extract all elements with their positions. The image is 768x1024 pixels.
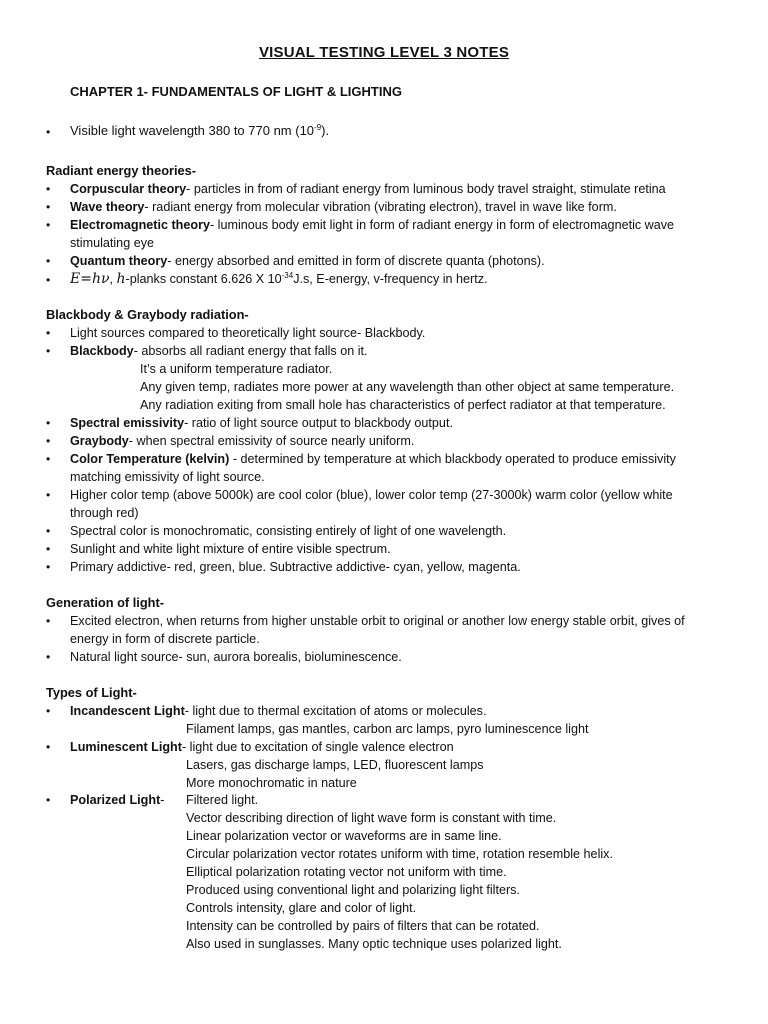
- definition: - luminous body emit light in form of radiant energy in form of electromagnetic wave: [209, 218, 675, 232]
- term: Color Temperature (kelvin): [70, 452, 230, 466]
- list-item: [70, 180, 730, 198]
- sub-item: Any given temp, radiates more power at any wavelength than other object at same temperature.: [140, 380, 675, 394]
- bullet-icon: •: [46, 560, 51, 574]
- sub-item: Elliptical polarization rotating vector not uniform with time.: [186, 865, 507, 879]
- list-item: [70, 414, 730, 432]
- bullet-icon: •: [46, 125, 51, 139]
- formula-text: -planks constant 6.626 X 10: [125, 272, 282, 286]
- sub-item: Produced using conventional light and polarizing light filters.: [186, 883, 520, 897]
- term: Wave theory: [70, 200, 145, 214]
- bullet-icon: •: [46, 542, 51, 556]
- formula-symbol: h: [116, 271, 126, 287]
- list-item: [70, 216, 730, 234]
- list-item: [70, 198, 730, 216]
- list-item: Primary addictive- red, green, blue. Subtractive addictive- cyan, yellow, magenta.: [70, 560, 521, 574]
- list-item: Sunlight and white light mixture of entire visible spectrum.: [70, 542, 391, 556]
- definition: - energy absorbed and emitted in form of discrete quanta (photons).: [167, 254, 545, 268]
- list-item: [70, 342, 730, 360]
- sub-item: Vector describing direction of light wave form is constant with time.: [186, 811, 557, 825]
- definition: - light due to thermal excitation of atoms or molecules.: [184, 704, 487, 718]
- chapter-heading: CHAPTER 1- FUNDAMENTALS OF LIGHT & LIGHTING: [70, 84, 402, 99]
- term-dash: -: [160, 793, 165, 807]
- bullet-icon: •: [46, 650, 51, 664]
- list-item: Natural light source- sun, aurora borealis, bioluminescence.: [70, 650, 402, 664]
- list-item-continuation: through red): [70, 506, 139, 520]
- sub-item: It’s a uniform temperature radiator.: [140, 362, 333, 376]
- types-heading: Types of Light-: [46, 685, 137, 700]
- sub-item: Also used in sunglasses. Many optic technique uses polarized light.: [186, 937, 562, 951]
- term: Corpuscular theory: [70, 182, 187, 196]
- list-item: [70, 252, 730, 270]
- list-item-continuation: energy in form of discrete particle.: [70, 632, 260, 646]
- term: Graybody: [70, 434, 129, 448]
- bullet-icon: •: [46, 273, 51, 287]
- term: Quantum theory: [70, 254, 168, 268]
- sub-item: Controls intensity, glare and color of light.: [186, 901, 417, 915]
- term: Incandescent Light: [70, 704, 185, 718]
- bullet-icon: •: [46, 344, 51, 358]
- bullet-icon: •: [46, 218, 51, 232]
- definition: - radiant energy from molecular vibration (vibrating electron), travel in wave like form.: [144, 200, 617, 214]
- definition: - ratio of light source output to blackbody output.: [184, 416, 453, 430]
- visible-light-tail: ).: [321, 123, 330, 138]
- list-item: Spectral color is monochromatic, consisting entirely of light of one wavelength.: [70, 524, 507, 538]
- definition: - when spectral emissivity of source nearly uniform.: [128, 434, 415, 448]
- bullet-icon: •: [46, 740, 51, 754]
- list-item-continuation: matching emissivity of light source.: [70, 470, 265, 484]
- bullet-icon: •: [46, 452, 51, 466]
- definition: - determined by temperature at which blackbody operated to produce emissivity: [229, 452, 676, 466]
- formula-line: E=hν, h-planks constant 6.626 X $10^{-34}J.s$, E-energy, v-frequency in hertz.: [70, 271, 488, 287]
- term: Blackbody: [70, 344, 134, 358]
- list-item: [70, 738, 730, 756]
- bullet-icon: •: [46, 254, 51, 268]
- term: Spectral emissivity: [70, 416, 185, 430]
- term: Electromagnetic theory: [70, 218, 210, 232]
- list-item: [70, 432, 730, 450]
- sub-item: Intensity can be controlled by pairs of filters that can be rotated.: [186, 919, 540, 933]
- definition: - particles in from of radiant energy from luminous body travel straight, stimulate retina: [186, 182, 666, 196]
- bullet-icon: •: [46, 182, 51, 196]
- formula-equation: E=hν: [70, 271, 110, 287]
- visible-light-exponent: -9: [314, 123, 322, 132]
- list-item: [70, 702, 730, 720]
- blackbody-heading: Blackbody & Graybody radiation-: [46, 307, 249, 322]
- sub-item: Circular polarization vector rotates uniform with time, rotation resemble helix.: [186, 847, 613, 861]
- sub-item: Filtered light.: [186, 793, 259, 807]
- bullet-icon: •: [46, 704, 51, 718]
- definition: - light due to excitation of single valence electron: [181, 740, 454, 754]
- sub-item: More monochromatic in nature: [186, 776, 357, 790]
- list-item: Higher color temp (above 5000k) are cool color (blue), lower color temp (27-3000k) warm color (yellow white: [70, 488, 673, 502]
- page-title: VISUAL TESTING LEVEL 3 NOTES: [258, 44, 510, 61]
- sub-item: Lasers, gas discharge lamps, LED, fluorescent lamps: [186, 758, 484, 772]
- sub-item: Any radiation exiting from small hole has characteristics of perfect radiator at that temperature.: [140, 398, 666, 412]
- bullet-icon: •: [46, 200, 51, 214]
- list-item: [70, 450, 730, 468]
- sub-item: Linear polarization vector or waveforms are in same line.: [186, 829, 502, 843]
- list-item: [70, 791, 730, 809]
- bullet-icon: •: [46, 524, 51, 538]
- term: Luminescent Light: [70, 740, 182, 754]
- bullet-icon: •: [46, 326, 51, 340]
- list-item-continuation: stimulating eye: [70, 236, 154, 250]
- formula-exponent: -34: [281, 271, 294, 280]
- sub-item: Filament lamps, gas mantles, carbon arc lamps, pyro luminescence light: [186, 722, 589, 736]
- term: Polarized Light: [70, 793, 161, 807]
- list-item: Excited electron, when returns from higher unstable orbit to original or another low energy stable orbit, gives of: [70, 614, 685, 628]
- generation-heading: Generation of light-: [46, 595, 165, 610]
- definition: - absorbs all radiant energy that falls on it.: [133, 344, 368, 358]
- formula-text-tail: J.s, E-energy, v-frequency in hertz.: [293, 272, 488, 286]
- visible-light-text: Visible light wavelength 380 to 770 nm (10: [70, 123, 315, 138]
- bullet-icon: •: [46, 488, 51, 502]
- radiant-heading: Radiant energy theories-: [46, 163, 197, 178]
- list-item: Light sources compared to theoretically light source- Blackbody.: [70, 326, 426, 340]
- bullet-icon: •: [46, 416, 51, 430]
- visible-light-line: [70, 122, 730, 140]
- bullet-icon: •: [46, 614, 51, 628]
- bullet-icon: •: [46, 434, 51, 448]
- bullet-icon: •: [46, 793, 51, 807]
